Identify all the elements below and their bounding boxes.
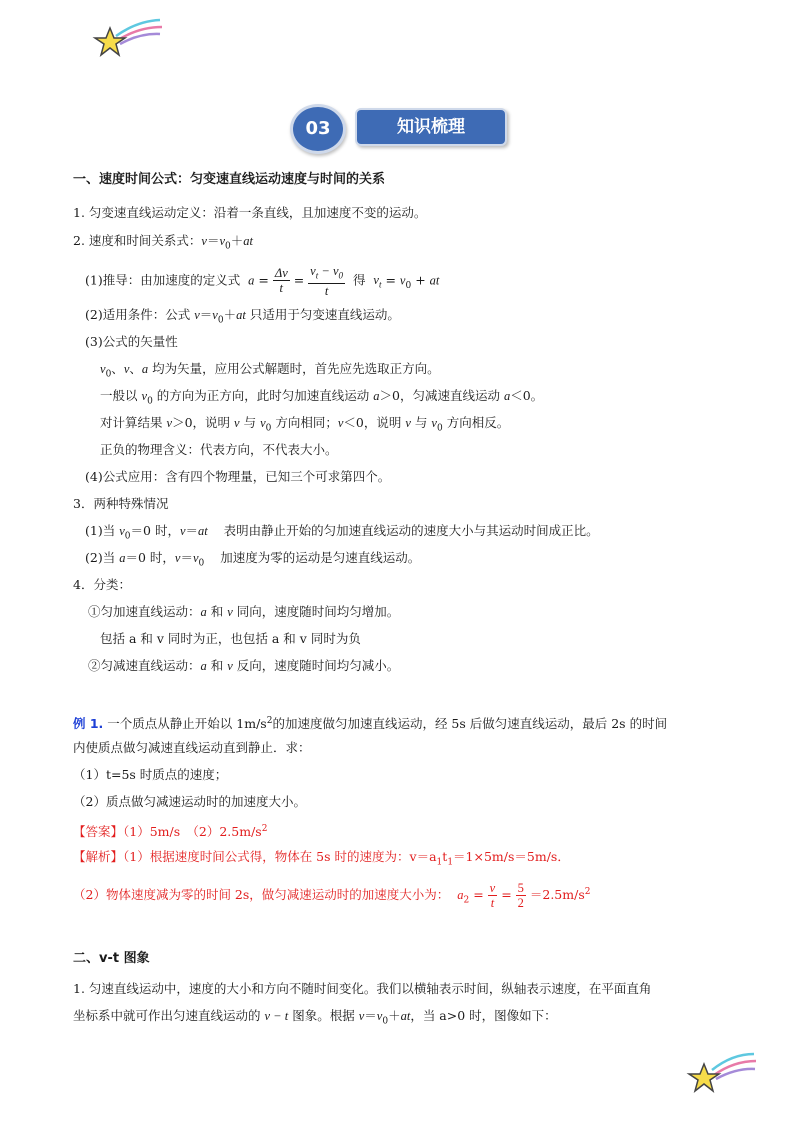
classification-title: 4．分类：: [73, 577, 131, 592]
shooting-star-icon: [686, 1048, 758, 1096]
vector-line-1: $v_0$、v、a 均为矢量，应用公式解题时，首先应先选取正方向。: [100, 361, 440, 380]
vector-line-3: 对计算结果 v＞0，说明 v 与 $v_0$ 方向相同；v＜0，说明 v 与 $v_0$ 方向相反。: [100, 415, 510, 434]
relation-line: 2. 速度和时间关系式：$v=v_0+at$: [73, 233, 254, 252]
vector-line-2: 一般以 $v_0$ 的方向为正方向，此时匀加速直线运动 a＞0，匀减速直线运动 a＜0。: [100, 388, 544, 407]
example-question-2: （2）质点做匀减速运动时的加速度大小。: [73, 794, 306, 809]
classification-2: ②匀减速直线运动：a 和 v 反向，速度随时间均匀减小。: [88, 658, 400, 673]
classification-note: 包括 a 和 v 同时为正，也包括 a 和 v 同时为负: [100, 631, 361, 646]
example-label: 例 1.: [73, 716, 104, 732]
shooting-star-icon: [92, 16, 164, 58]
accel-fraction: $\frac{\Delta v}{t}$: [274, 266, 288, 296]
section1-heading: 一、速度时间公式：匀变速直线运动速度与时间的关系: [73, 172, 386, 187]
formula-use-line: (4)公式应用：含有四个物理量，已知三个可求第四个。: [85, 469, 391, 484]
example-question-1: （1）t=5s 时质点的速度；: [73, 767, 228, 782]
classification-1: ①匀加速直线运动：a 和 v 同向，速度随时间均匀增加。: [88, 604, 400, 619]
section2-paragraph-line-1: 1. 匀速直线运动中，速度的大小和方向不随时间变化。我们以横轴表示时间，纵轴表示速度，在平面直角: [73, 981, 652, 996]
analysis-line-2: （2）物体速度减为零的时间 2s，做匀减速运动时的加速度大小为： $a_2$ = $\frac{v}{t}$ = $\frac{5}{2}$ $=2.5m/s^2$: [73, 881, 591, 911]
special-cases-title: 3．两种特殊情况: [73, 496, 169, 511]
derivation-line: (1)推导：由加速度的定义式 a = $\frac{\Delta v}{t}$ = $\frac{v_t - v_0}{t}$ 得 $v_t = v_0$ + at: [85, 264, 440, 298]
applicable-condition-line: (2)适用条件：公式 $v=v_0+at$ 只适用于匀变速直线运动。: [85, 307, 400, 326]
special-case-1: (1)当 $v_0=0$ 时，v＝at 表明由静止开始的匀加速直线运动的速度大小与其运动时间成正比。: [85, 523, 599, 542]
velocity-fraction: $\frac{v_t - v_0}{t}$: [310, 264, 343, 298]
section2-paragraph-line-2: 坐标系中就可作出匀速直线运动的 v − t 图象。根据 $v=v_0+at$，当 a>0 时，图像如下：: [73, 1008, 557, 1027]
definition-line: 1. 匀变速直线运动定义：沿着一条直线，且加速度不变的运动。: [73, 205, 427, 220]
analysis-line-1: 【解析】（1）根据速度时间公式得，物体在 5s 时的速度为：$v=a_1t_1=1\times 5m/s=5m/s$．: [73, 849, 570, 868]
section-title-badge: 知识梳理: [355, 108, 507, 146]
example-line-2: 内使质点做匀减速直线运动直到静止．求：: [73, 740, 311, 755]
special-case-2: (2)当 a＝0 时，$v=v_0$ 加速度为零的运动是匀速直线运动。: [85, 550, 421, 569]
vector-title: (3)公式的矢量性: [85, 334, 178, 349]
section-number-badge: 03: [290, 104, 346, 154]
vector-line-4: 正负的物理含义：代表方向，不代表大小。: [100, 442, 338, 457]
answer-line: 【答案】（1）5m/s $(2)2.5m/s^2$: [73, 824, 268, 840]
example-line-1: 例 1. 一个质点从静止开始以 $1m/s^2$的加速度做匀加速直线运动，经 5s 后做匀速直线运动，最后 2s 的时间: [73, 716, 668, 732]
section2-heading: 二、v-t 图象: [73, 951, 150, 966]
